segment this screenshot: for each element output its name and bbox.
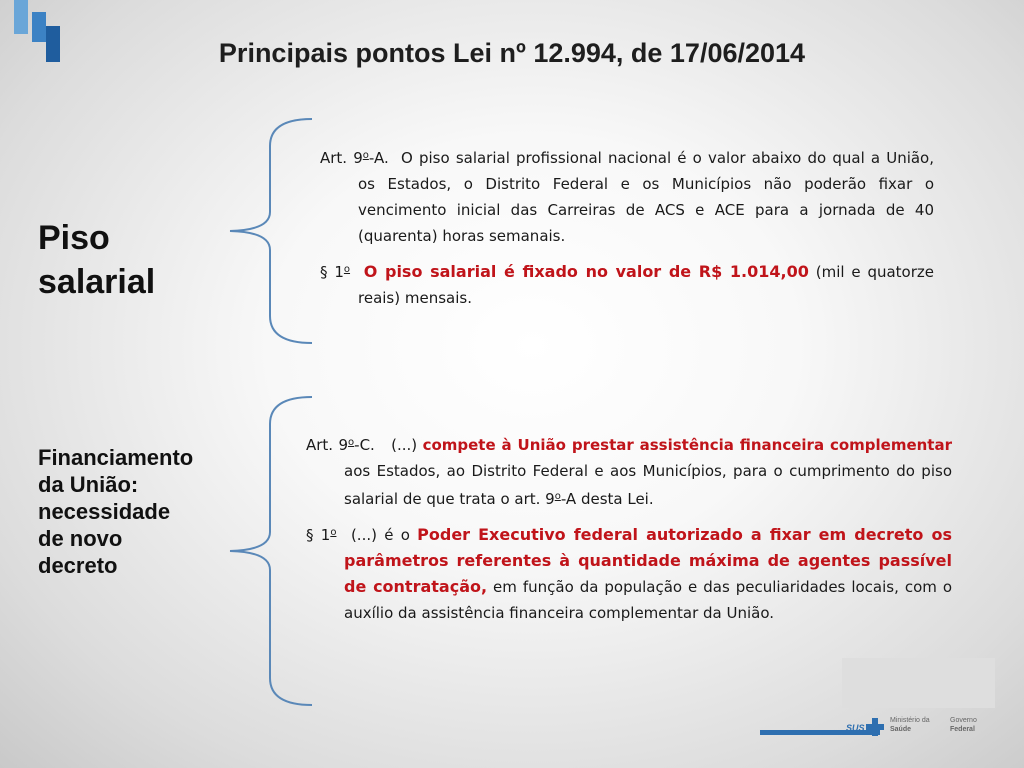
label-line: necessidade	[38, 499, 171, 524]
sus-logo: SUS	[846, 723, 865, 733]
footer-logos	[846, 714, 996, 744]
section2-text	[306, 430, 952, 634]
paragraph-1-piso: § 1$^o$ O piso salarial é fixado no valor de R$ 1.014,00 (mil e quatorze reais) mensais.	[320, 262, 935, 307]
page-title: Principais pontos Lei nº 12.994, de 17/06/2014	[218, 38, 806, 68]
label-line: da União:	[38, 472, 139, 497]
section-label-piso-salarial	[38, 216, 155, 304]
article-9c: Art. 9$^o$-C. (...) compete à União prestar assistência financeira complementar aos Estados, ao Distrito Federal e aos Municípios, para o cumprimento do piso salarial de que trata o art. 9$^o$-A desta Lei.	[306, 436, 952, 508]
competence-highlight: compete à União prestar assistência financeira complementar	[422, 436, 952, 454]
paragraph-1-decreto: § 1$^o$ (...) é o Poder Executivo federal autorizado a fixar em decreto os parâmetros referentes à quantidade máxima de agentes passível de contratação, em função da população e das peculiaridades locais, com o auxílio da assistência financeira complementar da União.	[306, 525, 953, 622]
label-line: Piso	[38, 219, 110, 257]
section-label-financiamento	[38, 444, 193, 579]
cross-icon	[866, 718, 884, 736]
government-logo-text: Governo Federal	[950, 717, 977, 733]
brace-icon	[228, 116, 314, 346]
brace-icon	[228, 394, 314, 708]
ministry-logo-text: Ministério da Saúde	[890, 717, 930, 733]
label-line: salarial	[38, 263, 156, 301]
label-line: decreto	[38, 553, 118, 578]
executive-highlight: Poder Executivo federal autorizado a fixar em decreto os parâmetros referentes à quantidade máxima de agentes passível de contratação,	[344, 525, 952, 596]
section1-text	[320, 143, 934, 319]
label-line: de novo	[38, 526, 123, 551]
piso-value-highlight: O piso salarial é fixado no valor de R$ 1.014,00	[363, 262, 809, 281]
label-line: Financiamento	[38, 445, 194, 470]
article-9a: Art. 9$^o$-A. O piso salarial profissional nacional é o valor abaixo do qual a União, os Estados, o Distrito Federal e os Municípios não poderão fixar o vencimento inicial das Carreiras de ACS e ACE para a jornada de 40 (quarenta) horas semanais.	[320, 149, 935, 245]
decorative-box	[842, 658, 995, 708]
